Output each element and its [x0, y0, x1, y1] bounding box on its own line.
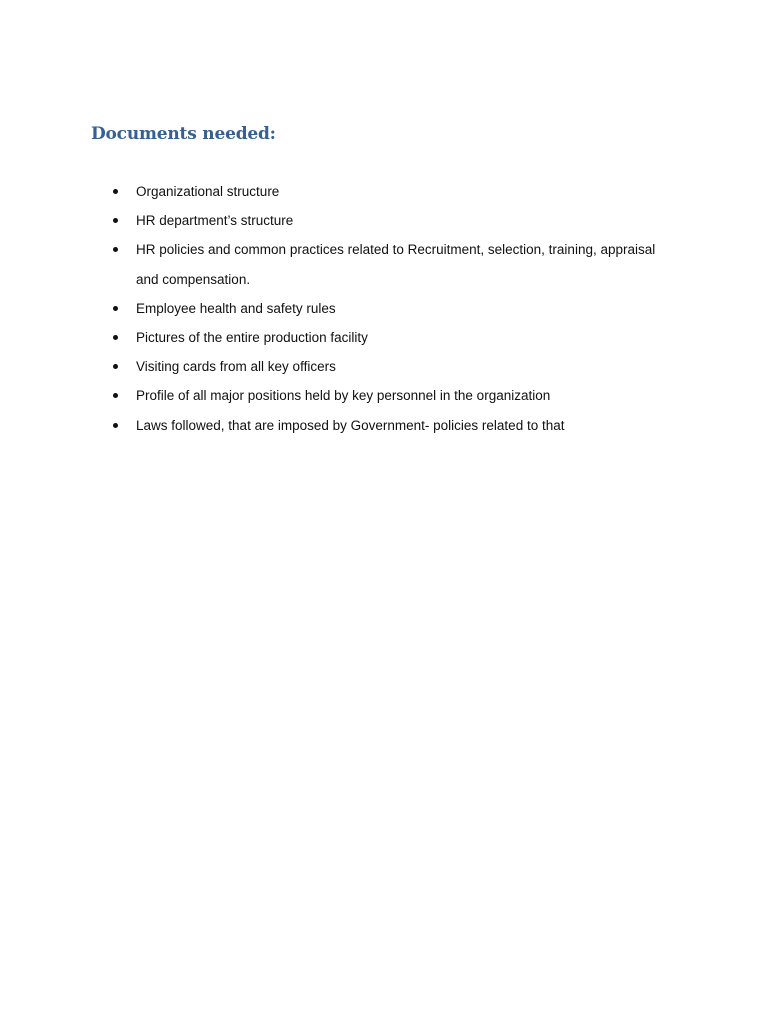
- list-item: [0, 323, 768, 352]
- list-item: [0, 177, 768, 206]
- bullet-icon: [113, 393, 118, 398]
- list-item: [0, 381, 768, 410]
- list-item: [0, 294, 768, 323]
- list-item-text: HR policies and common practices related to Recruitment, selection, training, appraisal and compensation.: [136, 242, 656, 287]
- bullet-icon: [113, 306, 118, 311]
- list-item-text: HR department’s structure: [136, 213, 294, 229]
- documents-list: [0, 177, 768, 440]
- list-item-text: Laws followed, that are imposed by Government- policies related to that: [136, 417, 565, 433]
- list-item-text: Employee health and safety rules: [136, 300, 336, 316]
- list-item-text: Pictures of the entire production facility: [136, 330, 368, 346]
- section-heading: Documents needed:: [91, 124, 276, 144]
- list-item-text: Visiting cards from all key officers: [136, 359, 336, 375]
- list-item: [0, 411, 768, 440]
- list-item: [0, 206, 768, 235]
- bullet-icon: [113, 423, 118, 428]
- list-item: [0, 352, 768, 381]
- list-item-text: Profile of all major positions held by key personnel in the organization: [136, 388, 551, 404]
- bullet-icon: [113, 218, 118, 223]
- bullet-icon: [113, 364, 118, 369]
- bullet-icon: [113, 247, 118, 252]
- bullet-icon: [113, 335, 118, 340]
- bullet-icon: [113, 189, 118, 194]
- list-item: [0, 235, 768, 293]
- list-item-text: Organizational structure: [136, 184, 280, 199]
